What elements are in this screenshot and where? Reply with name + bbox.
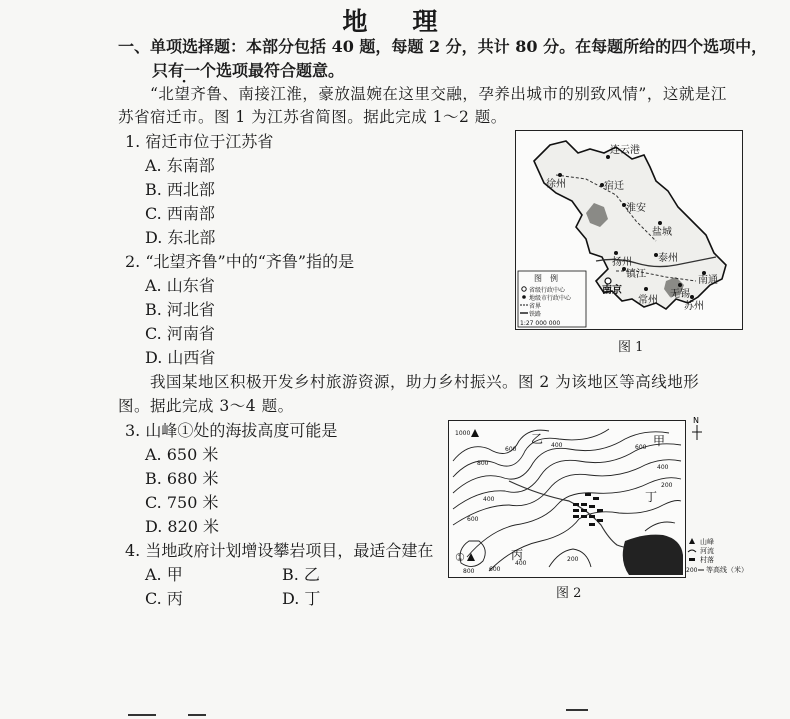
map-scale: 1:27 000 000 bbox=[520, 320, 561, 327]
contour-value: 1000 bbox=[455, 430, 471, 437]
city-label: 徐州 bbox=[546, 179, 566, 190]
peak-marker bbox=[471, 429, 479, 437]
legend-contour-value: 200 bbox=[686, 567, 698, 574]
legend-item: 等高线（米） bbox=[706, 566, 748, 574]
figure-1-caption: 图 1 bbox=[618, 340, 644, 355]
contour-value: 600 bbox=[489, 566, 501, 573]
footer-rule bbox=[188, 714, 206, 716]
peak-label: ① bbox=[455, 551, 465, 564]
footer-rule bbox=[566, 709, 588, 711]
legend-item: 省界 bbox=[529, 303, 542, 310]
option-4a: A. 甲 bbox=[145, 565, 183, 584]
section-heading-line2 bbox=[152, 58, 344, 81]
option-4c: C. 丙 bbox=[145, 589, 183, 608]
city-label: 常州 bbox=[638, 295, 658, 306]
contour-value: 600 bbox=[505, 446, 517, 453]
figure-2-legend bbox=[686, 536, 754, 580]
intro1-line1: “北望齐鲁、南接江淮，豪放温婉在这里交融，孕养出城市的别致风情”，这就是江 bbox=[150, 85, 727, 103]
figure-2-caption: 图 2 bbox=[556, 586, 582, 601]
figure-2-map bbox=[448, 420, 686, 578]
option-2c: C. 河南省 bbox=[145, 324, 215, 343]
legend-title: 图 例 bbox=[534, 274, 558, 283]
city-label: 镇江 bbox=[626, 269, 646, 280]
city-label: 南京 bbox=[602, 285, 622, 296]
option-1c: C. 西南部 bbox=[145, 204, 215, 223]
legend-item: 村落 bbox=[700, 556, 714, 564]
city-label: 盐城 bbox=[652, 227, 672, 238]
contour-value: 600 bbox=[467, 516, 479, 523]
legend-village-icon bbox=[689, 558, 695, 561]
capital-marker bbox=[605, 278, 611, 284]
contour-value: 600 bbox=[635, 444, 647, 451]
river bbox=[509, 481, 635, 548]
contour-value: 800 bbox=[477, 460, 489, 467]
legend-item: 山峰 bbox=[700, 538, 714, 546]
city-marker bbox=[644, 287, 648, 291]
intro1-line2: 苏省宿迁市。图 1 为江苏省简图。据此完成 1～2 题。 bbox=[118, 108, 507, 126]
place-label: 丙 bbox=[511, 548, 524, 562]
option-3c: C. 750 米 bbox=[145, 493, 219, 512]
city-marker bbox=[558, 173, 562, 177]
city-label: 宿迁 bbox=[604, 181, 624, 192]
peak-marker bbox=[467, 553, 475, 561]
city-marker bbox=[690, 295, 694, 299]
city-label: 无锡 bbox=[670, 289, 690, 300]
option-3a: A. 650 米 bbox=[145, 445, 219, 464]
option-4d: D. 丁 bbox=[282, 589, 321, 608]
legend-peak-icon bbox=[689, 538, 695, 544]
option-3d: D. 820 米 bbox=[145, 517, 220, 536]
emphasis-text: 只有一个 bbox=[152, 61, 217, 80]
legend-item: 地级市行政中心 bbox=[529, 295, 572, 302]
legend-item: 河流 bbox=[700, 547, 714, 555]
city-label: 南通 bbox=[698, 275, 718, 286]
north-arrow-icon bbox=[690, 414, 704, 442]
option-1d: D. 东北部 bbox=[145, 228, 216, 247]
contour-value: 400 bbox=[483, 496, 495, 503]
question-2: 2. “北望齐鲁”中的“齐鲁”指的是 bbox=[125, 252, 355, 271]
contour-value: 400 bbox=[515, 560, 527, 567]
north-arrow bbox=[690, 414, 704, 442]
legend-symbols bbox=[686, 536, 754, 580]
option-4b: B. 乙 bbox=[282, 565, 320, 584]
city-marker bbox=[678, 283, 682, 287]
option-3b: B. 680 米 bbox=[145, 469, 219, 488]
jiangsu-map bbox=[516, 131, 742, 329]
option-2a: A. 山东省 bbox=[145, 276, 215, 295]
contour-value: 800 bbox=[463, 568, 475, 575]
contour-value: 200 bbox=[661, 482, 673, 489]
option-2d: D. 山西省 bbox=[145, 348, 216, 367]
contour-value: 400 bbox=[551, 442, 563, 449]
section-heading-rest: 选项最符合题意。 bbox=[216, 61, 345, 80]
contour-value: 400 bbox=[657, 464, 669, 471]
question-1: 1. 宿迁市位于江苏省 bbox=[125, 132, 274, 151]
legend-river-icon bbox=[688, 550, 696, 552]
city-label: 扬州 bbox=[612, 257, 632, 268]
place-label: 甲 bbox=[653, 434, 666, 448]
legend-symbol bbox=[522, 287, 526, 291]
city-label: 连云港 bbox=[610, 145, 640, 156]
section-heading: 一、单项选择题：本部分包括 40 题，每题 2 分，共计 80 分。在每题所给的四个选项中， bbox=[118, 37, 768, 56]
legend-symbol bbox=[522, 295, 526, 299]
city-marker bbox=[614, 251, 618, 255]
city-label: 淮安 bbox=[626, 203, 646, 214]
lake-area bbox=[623, 535, 683, 575]
option-1b: B. 西北部 bbox=[145, 180, 215, 199]
north-label: N bbox=[693, 416, 699, 425]
intro2-line2: 图。据此完成 3～4 题。 bbox=[118, 397, 294, 415]
city-marker bbox=[658, 221, 662, 225]
option-1a: A. 东南部 bbox=[145, 156, 215, 175]
question-4: 4. 当地政府计划增设攀岩项目，最适合建在 bbox=[125, 541, 434, 560]
legend-item: 省级行政中心 bbox=[529, 287, 566, 294]
city-label: 泰州 bbox=[658, 253, 678, 264]
footer-rule bbox=[128, 714, 156, 716]
option-2b: B. 河北省 bbox=[145, 300, 215, 319]
figure-1-map bbox=[515, 130, 743, 330]
page-title: 地 理 bbox=[342, 7, 448, 36]
contour-value: 200 bbox=[567, 556, 579, 563]
contour-map bbox=[449, 421, 685, 577]
place-label: 丁 bbox=[645, 490, 658, 504]
intro2-line1: 我国某地区积极开发乡村旅游资源，助力乡村振兴。图 2 为该地区等高线地形 bbox=[150, 373, 700, 391]
city-label: 苏州 bbox=[684, 301, 704, 312]
legend-item: 铁路 bbox=[529, 311, 542, 318]
place-label: 乙 bbox=[531, 432, 544, 446]
question-3: 3. 山峰①处的海拔高度可能是 bbox=[125, 421, 338, 440]
